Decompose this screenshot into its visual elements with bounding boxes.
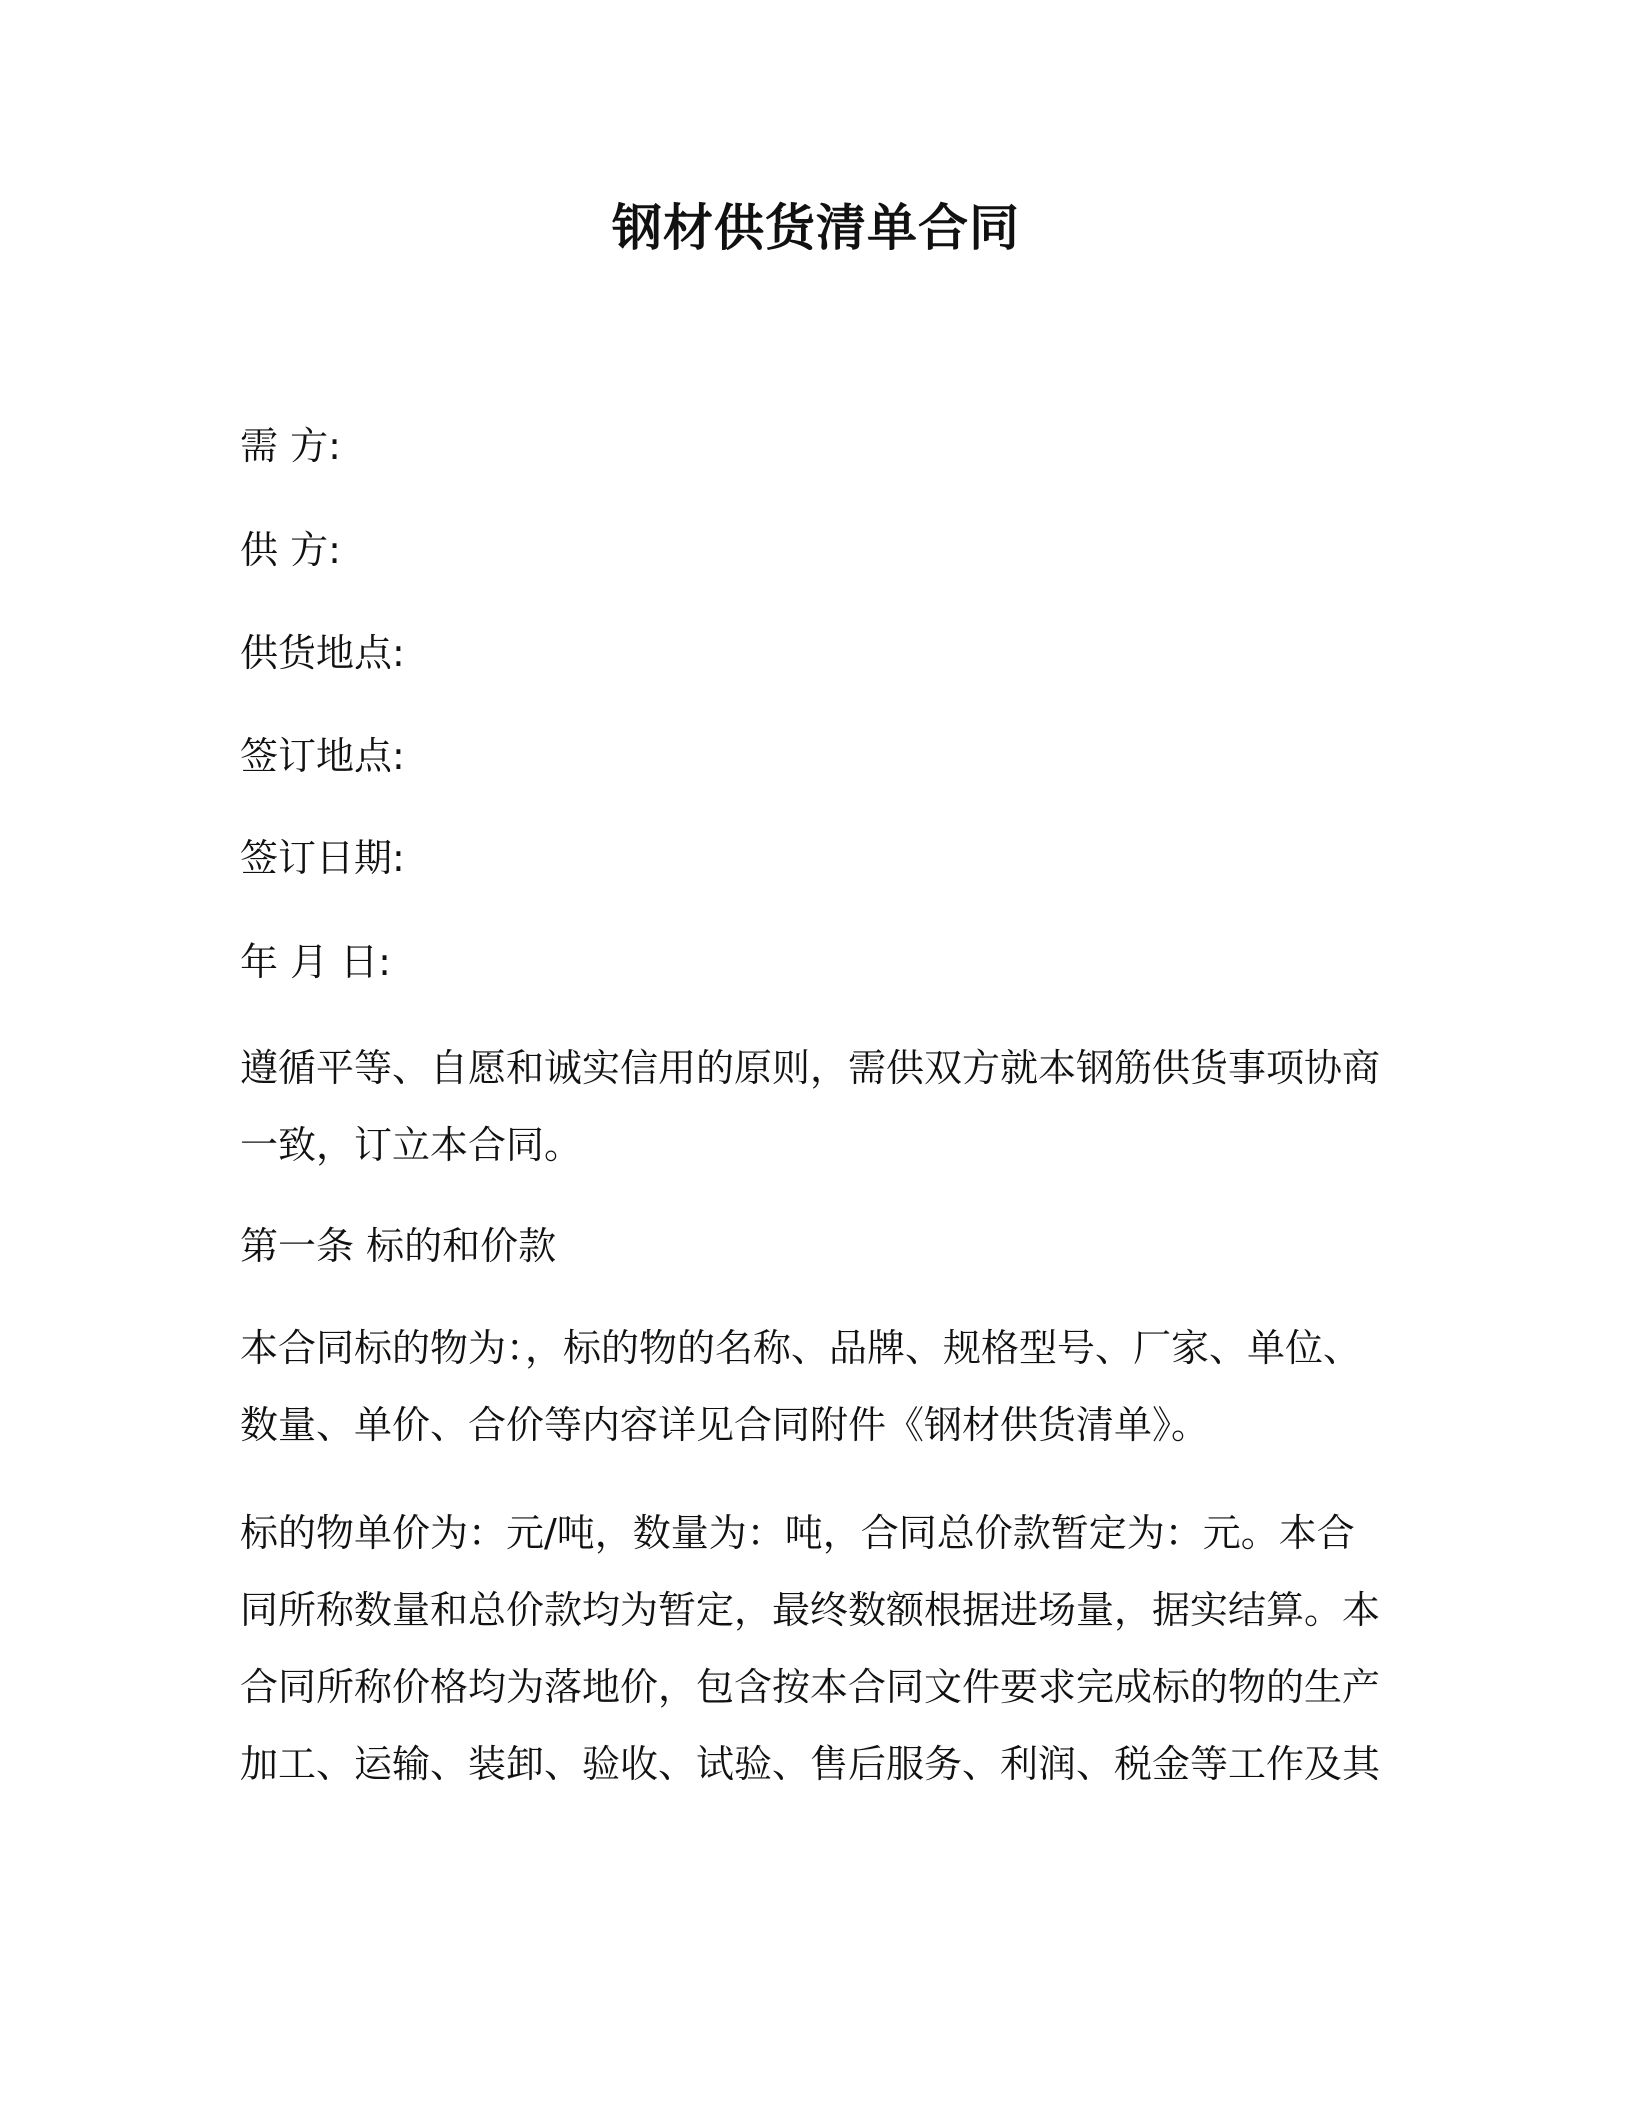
paragraph-line: 同所称数量和总价款均为暂定，最终数额根据进场量，据实结算。本: [240, 1588, 1381, 1632]
intro-line: 一致，订立本合同。: [240, 1123, 583, 1167]
article1-paragraph-2: [240, 1495, 1381, 1803]
date-ymd-field: 年 月 日:: [240, 940, 391, 984]
document-title: 钢材供货清单合同: [612, 199, 1020, 257]
signing-date-field: 签订日期:: [240, 836, 405, 880]
paragraph-line: 加工、运输、装卸、验收、试验、售后服务、利润、税金等工作及其: [240, 1742, 1381, 1786]
delivery-place-field: 供货地点:: [240, 631, 405, 675]
paragraph-line: 合同所称价格均为落地价，包含按本合同文件要求完成标的物的生产: [240, 1665, 1381, 1709]
article1-heading: 第一条 标的和价款: [240, 1224, 557, 1268]
seller-field: 供 方:: [240, 528, 341, 572]
paragraph-line: 本合同标的物为：，标的物的名称、品牌、规格型号、厂家、单位、: [240, 1326, 1362, 1370]
buyer-field: 需 方:: [240, 424, 341, 468]
paragraph-line: 数量、单价、合价等内容详见合同附件《钢材供货清单》。: [240, 1403, 1210, 1447]
article1-paragraph-1: [240, 1310, 1370, 1464]
paragraph-line: 标的物单价为：元/吨，数量为：吨，合同总价款暂定为：元。本合: [240, 1511, 1355, 1555]
signing-place-field: 签订地点:: [240, 734, 405, 778]
intro-paragraph: [240, 1030, 1381, 1184]
intro-line: 遵循平等、自愿和诚实信用的原则，需供双方就本钢筋供货事项协商: [240, 1046, 1381, 1090]
